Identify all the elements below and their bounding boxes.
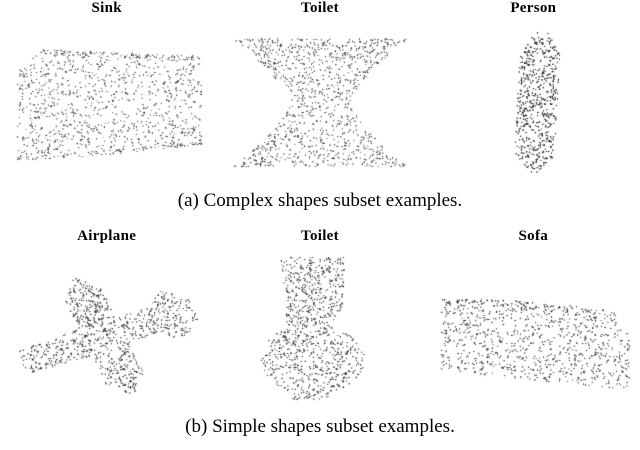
point-cloud-airplane [7, 247, 207, 407]
point-cloud-sink [7, 19, 207, 179]
panel-a-row [0, 0, 640, 179]
point-cloud-person [433, 19, 633, 179]
caption-panel-b: (b) Simple shapes subset examples. [185, 416, 455, 437]
example-person [433, 0, 633, 179]
point-cloud-sofa [433, 247, 633, 407]
caption-panel-a: (a) Complex shapes subset examples. [177, 190, 463, 211]
example-sink [7, 0, 207, 179]
example-airplane [7, 228, 207, 407]
example-sofa [433, 228, 633, 407]
example-toilet-complex [220, 0, 420, 179]
example-label-airplane: Airplane [77, 228, 137, 244]
point-cloud-toilet-complex [220, 19, 420, 179]
example-toilet-simple [220, 228, 420, 407]
example-label-person: Person [510, 0, 557, 16]
panel-b-row [0, 228, 640, 407]
point-cloud-toilet-simple [220, 247, 420, 407]
example-label-sink: Sink [91, 0, 122, 16]
panel-simple-shapes [0, 228, 640, 450]
example-label-sofa: Sofa [518, 228, 549, 244]
example-label-toilet-complex: Toilet [301, 0, 339, 16]
example-label-toilet-simple: Toilet [301, 228, 339, 244]
